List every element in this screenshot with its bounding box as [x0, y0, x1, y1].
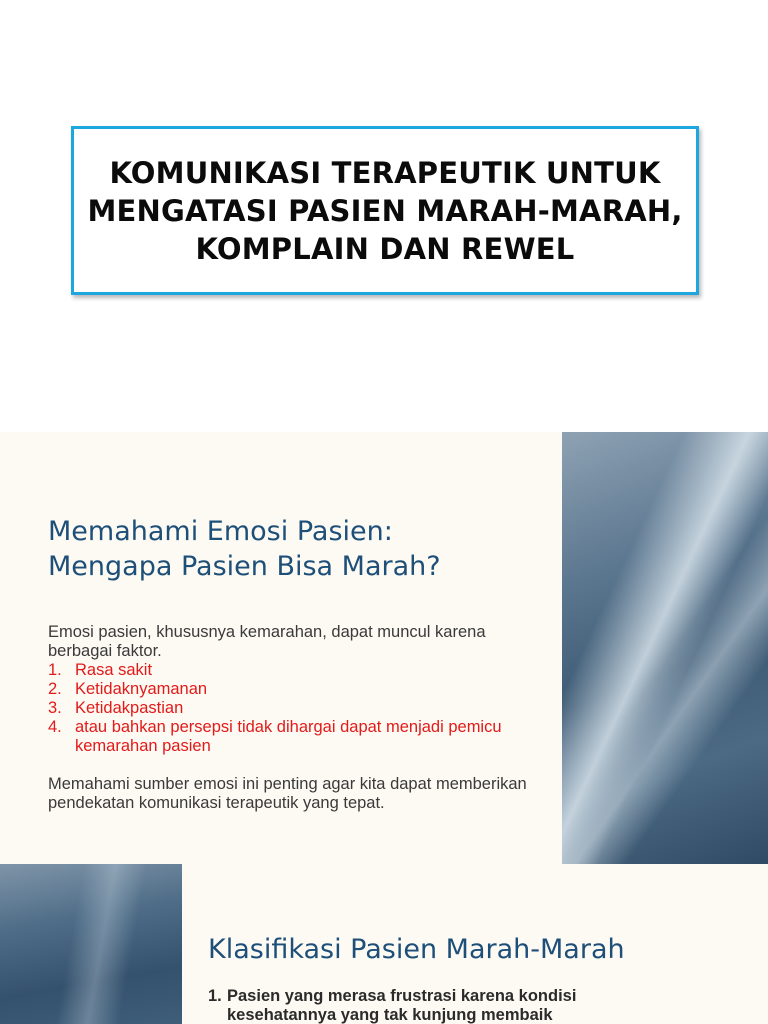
title-slide	[0, 0, 768, 432]
classification-slide	[0, 864, 768, 1024]
list-text: Pasien yang merasa frustrasi karena kondisi kesehatannya yang tak kunjung membaik	[227, 987, 577, 1024]
list-text: Ketidakpastian	[75, 699, 184, 717]
list-text: Rasa sakit	[75, 661, 153, 679]
list-item	[48, 661, 528, 680]
slide-body	[48, 623, 528, 813]
intro-paragraph: Emosi pasien, khususnya kemarahan, dapat muncul karena berbagai faktor.	[48, 623, 486, 660]
decorative-abstract-image	[0, 864, 182, 1024]
list-item	[48, 699, 528, 718]
slide-heading: Memahami Emosi Pasien: Mengapa Pasien Bisa Marah?	[48, 516, 441, 582]
classification-list	[208, 987, 628, 1024]
decorative-abstract-image	[562, 432, 768, 864]
list-number: 4.	[48, 718, 62, 736]
title-box	[71, 126, 699, 295]
list-item	[48, 718, 528, 756]
outro-paragraph: Memahami sumber emosi ini penting agar kita dapat memberikan pendekatan komunikasi terapeutik yang tepat.	[48, 775, 527, 812]
list-number: 2.	[48, 680, 62, 698]
presentation-title: KOMUNIKASI TERAPEUTIK UNTUK MENGATASI PASIEN MARAH-MARAH, KOMPLAIN DAN REWEL	[87, 155, 683, 266]
list-number: 1.	[208, 987, 222, 1005]
list-text: Ketidaknyamanan	[75, 680, 208, 698]
emotion-slide	[0, 432, 768, 864]
list-number: 3.	[48, 699, 62, 717]
list-text: atau bahkan persepsi tidak dihargai dapat menjadi pemicu kemarahan pasien	[75, 718, 502, 755]
factor-list	[48, 661, 528, 756]
list-number: 1.	[48, 661, 62, 679]
slide-heading: Klasifikasi Pasien Marah-Marah	[208, 934, 625, 965]
list-item	[48, 680, 528, 699]
list-item	[208, 987, 628, 1024]
